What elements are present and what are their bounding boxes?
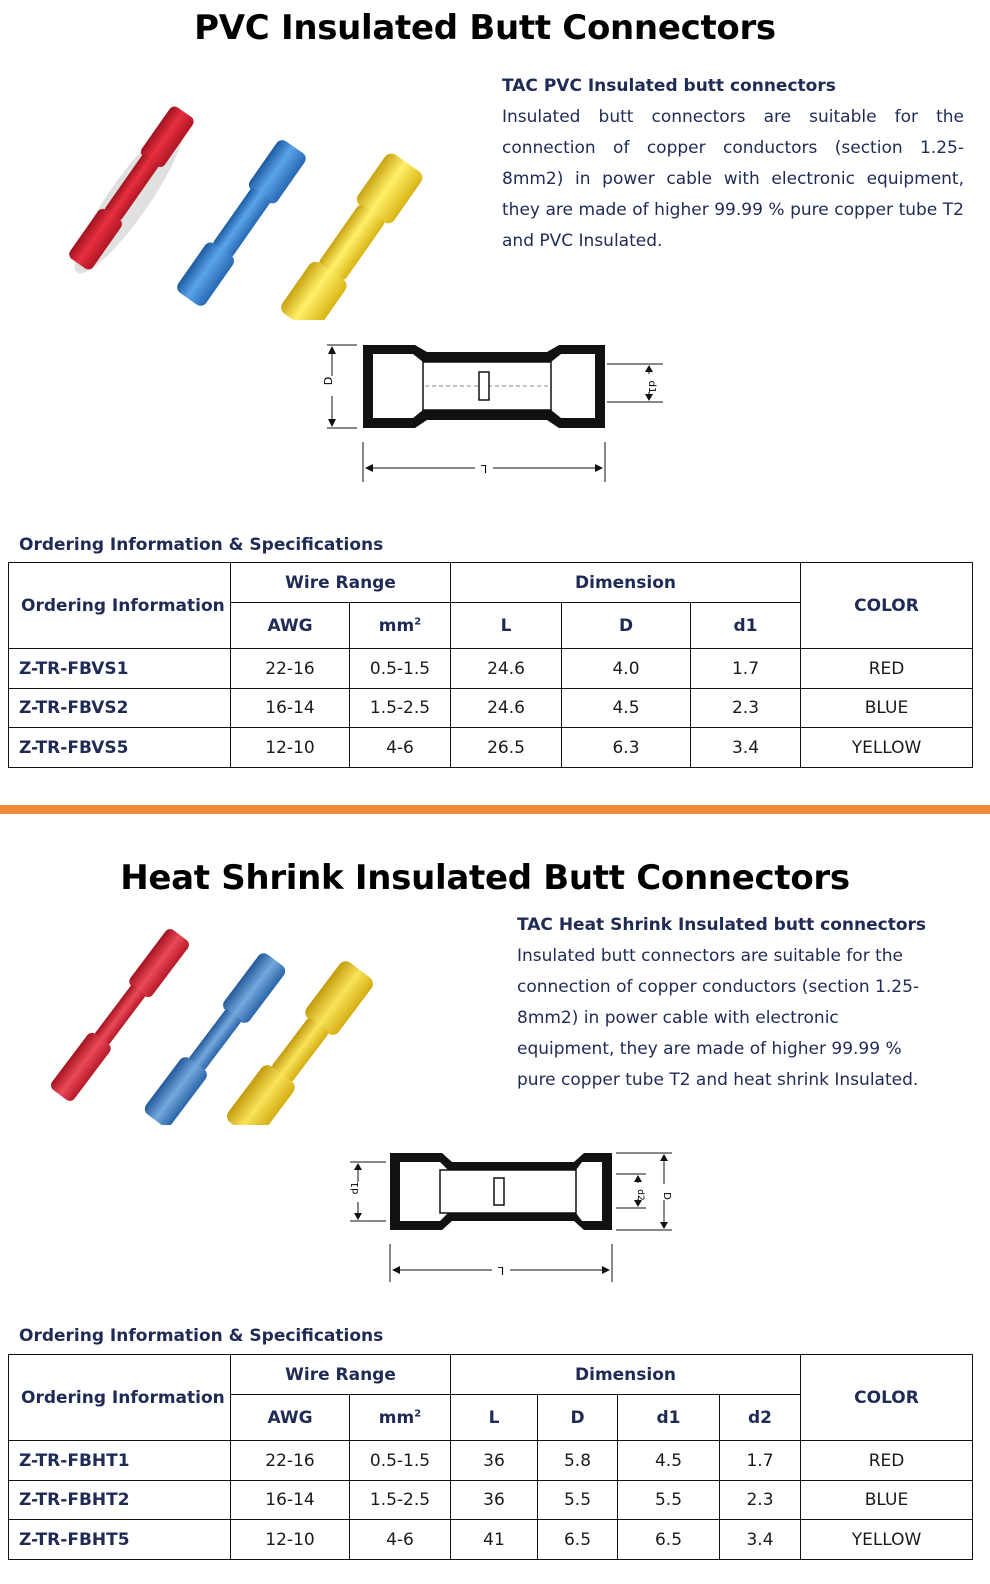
heat-header-d1: d1 — [618, 1395, 720, 1441]
pvc-dimension-diagram — [315, 340, 675, 490]
pvc-label-d1: d1 — [646, 380, 657, 394]
heat-label-d2: d2 — [635, 1189, 645, 1201]
heat-label-D: D — [661, 1192, 672, 1200]
pvc-header-awg: AWG — [231, 603, 350, 649]
pvc-connectors-photo — [40, 80, 440, 320]
heat-header-d2: d2 — [720, 1395, 801, 1441]
yellow-pvc-connector — [278, 150, 425, 320]
table-row: Z-TR-FBVS5 12-10 4-6 26.5 6.3 3.4 YELLOW — [9, 728, 973, 768]
heat-header-L: L — [451, 1395, 538, 1441]
heat-label-d1: d1 — [350, 1181, 361, 1195]
heat-header-awg: AWG — [231, 1395, 350, 1441]
blue-pvc-connector — [174, 137, 308, 308]
heat-section-title: Ordering Information & Specifications — [19, 1326, 384, 1346]
pvc-desc-body: Insulated butt connectors are suitable for the connection of copper conductors (section 1.25-8mm2) in power cable with electronic equipment, they are made of higher 99.99 % pure copper tube T2 and PVC Insulated. — [502, 107, 964, 251]
pvc-header-color: COLOR — [801, 563, 973, 649]
pvc-label-L: L — [480, 462, 488, 475]
pvc-header-dimension: Dimension — [451, 563, 801, 603]
pvc-header-ordering: Ordering Information — [9, 563, 231, 649]
pvc-header-d1: d1 — [691, 603, 801, 649]
heat-spec-table — [8, 1354, 973, 1560]
pvc-header-mm2: $mm^2$ — [350, 603, 451, 649]
red-pvc-connector — [61, 103, 204, 284]
pvc-title: PVC Insulated Butt Connectors — [194, 8, 776, 48]
heat-title: Heat Shrink Insulated Butt Connectors — [120, 858, 850, 898]
heat-desc-title: TAC Heat Shrink Insulated butt connectors — [517, 915, 926, 935]
pvc-header-wire-range: Wire Range — [231, 563, 451, 603]
heat-header-color: COLOR — [801, 1355, 973, 1441]
pvc-header-D: D — [562, 603, 691, 649]
table-row: Z-TR-FBHT2 16-14 1.5-2.5 36 5.5 5.5 2.3 BLUE — [9, 1481, 973, 1520]
table-row: Z-TR-FBVS2 16-14 1.5-2.5 24.6 4.5 2.3 BLUE — [9, 689, 973, 728]
section-divider — [0, 805, 990, 814]
pvc-label-D: D — [322, 376, 335, 386]
pvc-header-L: L — [451, 603, 562, 649]
heat-header-mm2: $mm^2$ — [350, 1395, 451, 1441]
heat-desc-body: Insulated butt connectors are suitable for the connection of copper conductors (section 1.25- 8mm2) in power cable with electronic equipment, they are made of higher 99.99 % pure copper tube T2 and heat shrink Insulated. — [517, 946, 920, 1090]
heat-label-L: L — [497, 1264, 505, 1277]
heat-header-wire-range: Wire Range — [231, 1355, 451, 1395]
table-row: Z-TR-FBVS1 22-16 0.5-1.5 24.6 4.0 1.7 RED — [9, 649, 973, 689]
table-row: Z-TR-FBHT1 22-16 0.5-1.5 36 5.8 4.5 1.7 RED — [9, 1441, 973, 1481]
pvc-section-title: Ordering Information & Specifications — [19, 535, 384, 555]
heat-dimension-diagram — [340, 1150, 690, 1290]
pvc-spec-table — [8, 562, 973, 768]
heat-header-D: D — [538, 1395, 618, 1441]
heat-header-ordering: Ordering Information — [9, 1355, 231, 1441]
heat-header-dimension: Dimension — [451, 1355, 801, 1395]
heat-connectors-photo — [50, 915, 450, 1125]
pvc-desc-title: TAC PVC Insulated butt connectors — [502, 76, 836, 96]
table-row: Z-TR-FBHT5 12-10 4-6 41 6.5 6.5 3.4 YELLOW — [9, 1520, 973, 1560]
